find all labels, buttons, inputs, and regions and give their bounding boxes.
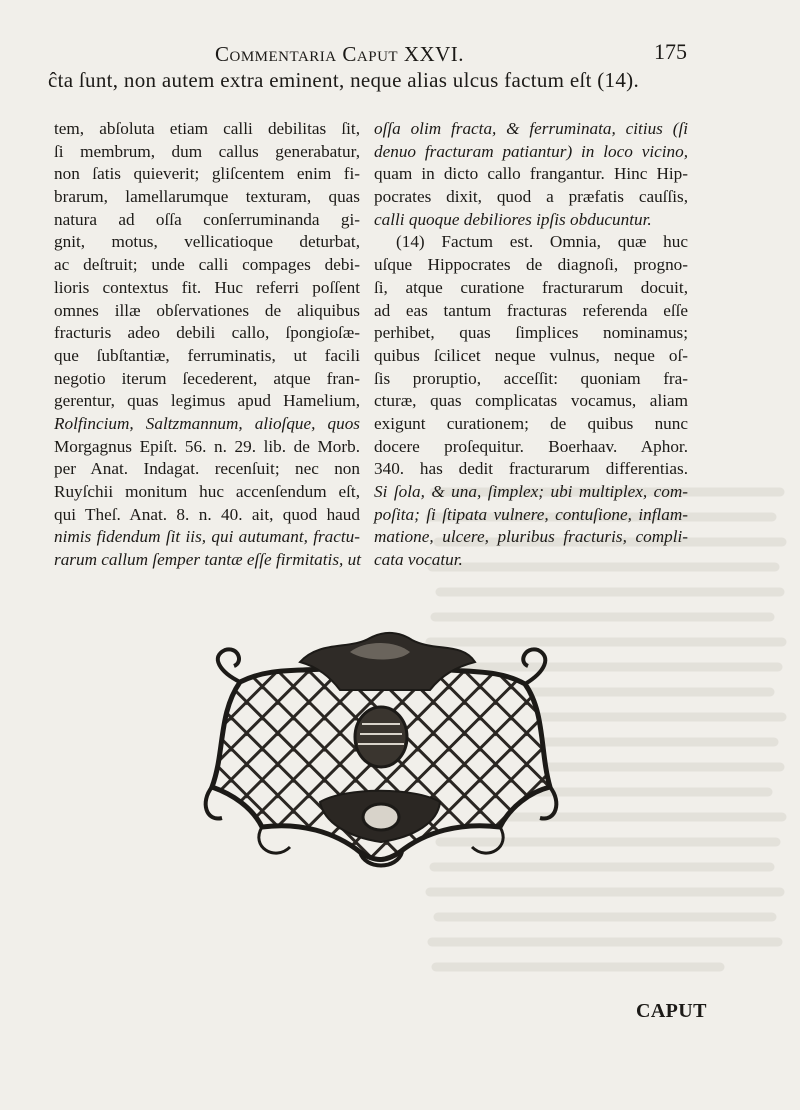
page-number: 175 (654, 39, 687, 64)
text-line: rarum callum ſemper tantæ eſſe firmitatis, ut (54, 550, 361, 570)
text-line: uſque Hippocrates de diagnoſi, progno- (374, 255, 688, 275)
right-column (374, 118, 688, 572)
text-line: ſi, atque curatione fracturarum docuit, (374, 277, 688, 297)
text-line: cturæ, quas complicatas vocamus, aliam (374, 391, 688, 411)
text-line: brarum, lamellarumque texturam, quas (54, 187, 360, 207)
text-line: omnes illæ obſervationes de aliquibus (54, 300, 360, 320)
text-line: poſita; ſi ſtipata vulnere, contuſione, inflam- (374, 504, 688, 524)
text-line: exigunt curationem; de quibus nunc (374, 413, 688, 433)
text-line: lioris contextus fit. Huc referri poſſent (54, 277, 360, 297)
text-line: oſſa olim fracta, & ferruminata, citius (ſi (374, 119, 688, 138)
left-column (54, 118, 360, 572)
text-line: perhibet, quas ſimplices nominamus; (374, 323, 688, 343)
text-line: Morgagnus Epiſt. 56. n. 29. lib. de Morb. (54, 436, 360, 456)
continuation-line: ĉta ſunt, non autem extra eminent, neque alias ulcus factum eſt (14). (48, 68, 640, 92)
text-line: 340. has dedit fracturarum differentias. (374, 459, 688, 479)
text-line: nimis fidendum ſit iis, qui autumant, fractu- (54, 527, 360, 547)
text-line: ad eas tantum fracturas referenda eſſe (374, 300, 688, 320)
text-line: cata vocatur. (374, 550, 463, 570)
text-line: quam in dicto callo frangantur. Hinc Hip- (374, 164, 688, 184)
text-line: denuo fracturam patiantur) in loco vicino, (374, 141, 688, 161)
text-line: que ſubſtantiæ, ferruminatis, ut facili (54, 345, 360, 365)
text-line: fracturis adeo debili callo, ſpongioſæ- (54, 323, 360, 343)
text-line: ſis proruptio, acceſſit: quoniam fra- (374, 368, 688, 388)
text-line: tem, abſoluta etiam calli debilitas ſit, (54, 119, 360, 138)
text-line: Si ſola, & una, ſimplex; ubi multiplex, com- (374, 482, 688, 501)
text-line: natura ad oſſa conſerruminanda gi- (54, 209, 360, 229)
text-line: pocrates dixit, quod a præfatis cauſſis, (374, 187, 688, 207)
text-line: quibus ſcilicet neque vulnus, neque oſ- (374, 345, 688, 365)
text-line: (14) Factum est. Omnia, quæ huc (396, 232, 688, 252)
page-header (205, 38, 685, 66)
text-line: calli quoque debiliores ipſis obducuntur. (374, 209, 652, 229)
text-line: ſi membrum, dum callus generabatur, (54, 141, 360, 161)
text-line: negotio iterum ſecederent, atque fran- (54, 368, 360, 388)
text-line: per Anat. Indagat. recenſuit; nec non (54, 459, 360, 479)
text-line: gnit, motus, vellicatioque deturbat, (54, 232, 360, 252)
text-line: ac deſtruit; unde calli compages debi- (54, 255, 360, 275)
text-line: Ruyſchii monitum huc accenſendum eſt, (54, 482, 360, 501)
cartouche-ornament (200, 622, 562, 877)
text-line: matione, ulcere, pluribus fracturis, compli- (374, 527, 688, 547)
text-line: non ſatis quieverit; gliſcentem enim fi- (54, 164, 360, 184)
text-line: gerentur, quas legimus apud Hamelium, (54, 391, 360, 411)
running-head: Commentaria Caput XXVI. (215, 42, 465, 66)
text-line: Rolfincium, Saltzmannum, alioſque, quos (54, 413, 360, 433)
text-line: docere proſequitur. Boerhaav. Aphor. (374, 436, 688, 456)
text-line: qui Theſ. Anat. 8. n. 40. ait, quod haud (54, 504, 360, 524)
catchword: CAPUT (636, 1000, 707, 1022)
ornament-graphic (200, 622, 562, 877)
